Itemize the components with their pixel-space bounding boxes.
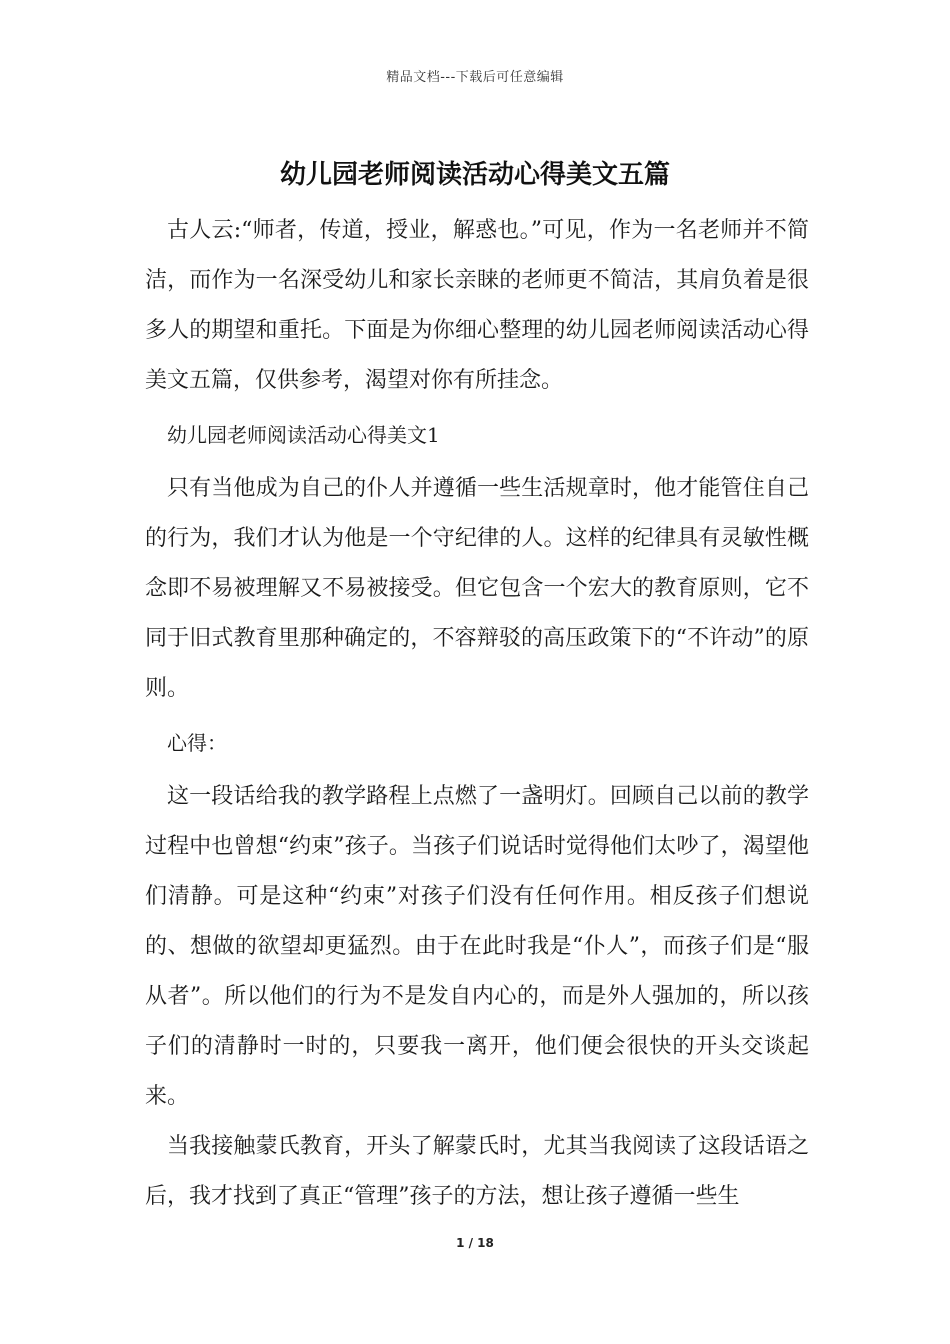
intro-paragraph: 古人云:“师者，传道，授业，解惑也。”可见，作为一名老师并不简洁，而作为一名深受幼儿和家长亲睐的老师更不简洁，其肩负着是很多人的期望和重托。下面是为你细心整理的幼儿园老师阅读活动心得美文五篇，仅供参考，渴望对你有所挂念。	[145, 218, 809, 393]
section-heading: 幼儿园老师阅读活动心得美文1	[167, 423, 440, 447]
header-note: 精品文档---下载后可任意编辑	[386, 70, 564, 85]
reflection-label: 心得：	[167, 731, 227, 755]
document-body	[145, 206, 809, 1222]
continuation-paragraph: 当我接触蒙氏教育，开头了解蒙氏时，尤其当我阅读了这段话语之后，我才找到了真正“管理”孩子的方法，想让孩子遵循一些生	[145, 1134, 809, 1209]
page-number: 1 / 18	[456, 1236, 494, 1250]
reflection-paragraph: 这一段话给我的教学路程上点燃了一盏明灯。回顾自己以前的教学过程中也曾想“约束”孩子。当孩子们说话时觉得他们太吵了，渴望他们清静。可是这种“约束”对孩子们没有任何作用。相反孩子们想说的、想做的欲望却更猛烈。由于在此时我是“仆人”，而孩子们是“服从者”。所以他们的行为不是发自内心的，而是外人强加的，所以孩子们的清静时一时的，只要我一离开，他们便会很快的开头交谈起来。	[145, 784, 809, 1109]
quote-paragraph: 只有当他成为自己的仆人并遵循一些生活规章时，他才能管住自己的行为，我们才认为他是一个守纪律的人。这样的纪律具有灵敏性概念即不易被理解又不易被接受。但它包含一个宏大的教育原则，它不同于旧式教育里那种确定的，不容辩驳的高压政策下的“不许动”的原则。	[145, 476, 809, 701]
document-title: 幼儿园老师阅读活动心得美文五篇	[279, 160, 670, 190]
